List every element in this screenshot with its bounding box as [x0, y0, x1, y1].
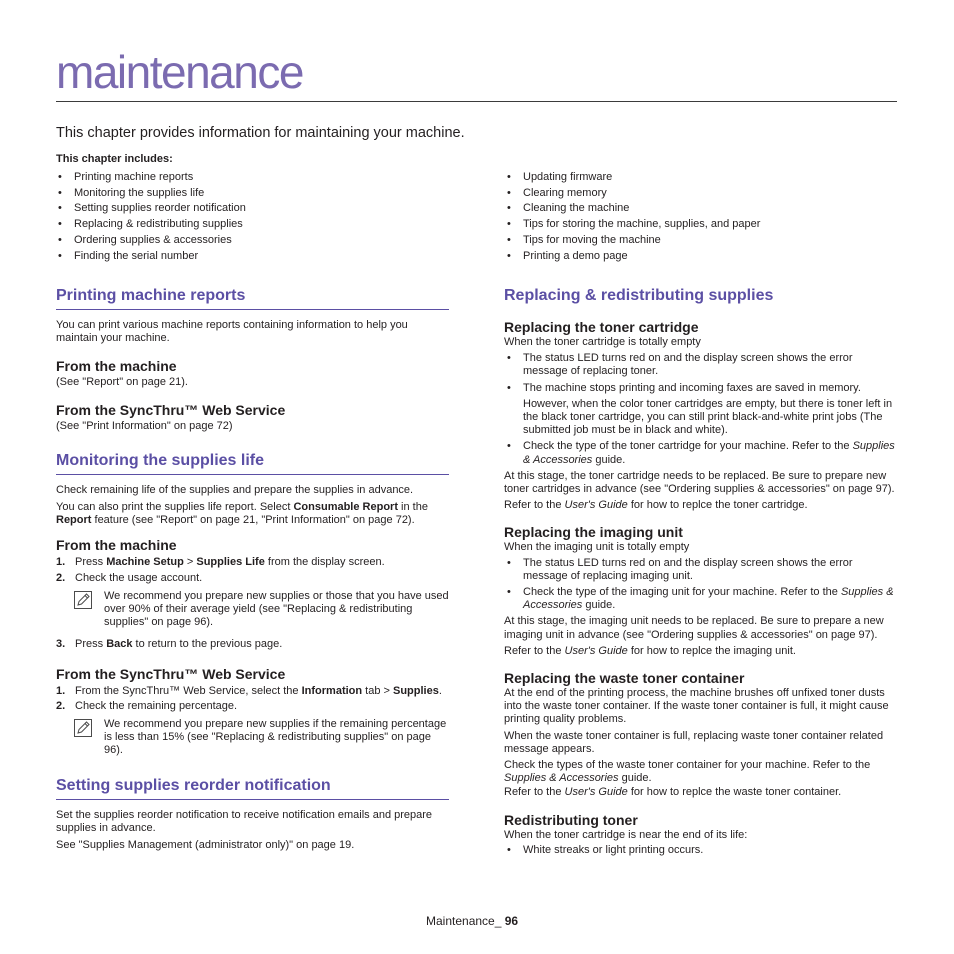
left-column — [56, 286, 449, 852]
toner-bullets — [504, 352, 897, 467]
redistribute-when: When the toner cartridge is near the end of its life: — [504, 828, 748, 841]
list-item: • White streaks or light printing occurs. — [504, 844, 897, 857]
imaging-p2: Refer to the User's Guide for how to replce the imaging unit. — [504, 644, 796, 657]
note-box — [56, 718, 449, 758]
list-item: • Check the type of the imaging unit for your machine. Refer to the Supplies & Accessories guide. — [504, 586, 897, 612]
section-heading-monitor: Monitoring the supplies life — [56, 451, 449, 475]
list-item: 2. Check the remaining percentage. — [56, 699, 238, 712]
imaging-p1: At this stage, the imaging unit needs to be replaced. Be sure to prepare a new imaging unit in advance (see "Ordering supplies & accessories" on page 97). — [504, 615, 884, 641]
list-item: 3. Press Back to return to the previous page. — [56, 638, 283, 651]
toner-p2: Refer to the User's Guide for how to replce the toner cartridge. — [504, 499, 808, 512]
monitor-web-steps — [56, 685, 449, 713]
note-box — [56, 590, 449, 630]
title-rule — [56, 101, 897, 102]
imaging-bullets — [504, 557, 897, 613]
monitor-body2: You can also print the supplies life report. Select Consumable Report in the Report feature (see "Report" on page 21, "Print Information" on page 72). — [56, 501, 428, 527]
toc-item[interactable]: • Tips for storing the machine, supplies, and paper — [505, 217, 760, 233]
monitor-steps-continued — [56, 638, 449, 651]
reports-web-heading: From the SyncThru™ Web Service — [56, 401, 286, 418]
list-item: • Check the type of the toner cartridge for your machine. Refer to the Supplies & Accessories guide. — [504, 440, 897, 466]
reports-web-ref: (See "Print Information" on page 72) — [56, 419, 233, 432]
monitor-machine-heading: From the machine — [56, 537, 177, 554]
waste-p2: When the waste toner container is full, replacing waste toner container related message appears. — [504, 729, 884, 755]
list-item: • The status LED turns red on and the display screen shows the error message of replacing toner. — [504, 352, 897, 378]
toc-item[interactable]: • Tips for moving the machine — [505, 233, 760, 249]
section-heading-reorder: Setting supplies reorder notification — [56, 776, 449, 800]
footer-page-number: 96 — [504, 914, 519, 928]
note-text: We recommend you prepare new supplies or those that you have used over 90% of their average yield (see "Replacing & redistributing supplies" on page 96). — [104, 589, 449, 629]
reports-body: You can print various machine reports containing information to help you maintain your machine. — [56, 319, 408, 345]
section-heading-replacing: Replacing & redistributing supplies — [504, 287, 774, 304]
imaging-heading: Replacing the imaging unit — [504, 524, 683, 541]
reports-machine-ref: (See "Report" on page 21). — [56, 376, 188, 389]
imaging-when: When the imaging unit is totally empty — [504, 541, 690, 554]
section-heading-reports: Printing machine reports — [56, 286, 449, 310]
note-pencil-icon — [74, 719, 92, 737]
toner-when: When the toner cartridge is totally empty — [504, 336, 701, 348]
monitor-body1: Check remaining life of the supplies and prepare the supplies in advance. — [56, 483, 414, 496]
includes-label: This chapter includes: — [56, 153, 173, 165]
toc-item[interactable]: • Clearing memory — [505, 186, 760, 202]
monitor-web-heading: From the SyncThru™ Web Service — [56, 665, 286, 682]
toc-item[interactable]: • Updating firmware — [505, 170, 760, 186]
toc-left — [56, 170, 246, 264]
reorder-body2: See "Supplies Management (administrator only)" on page 19. — [56, 839, 355, 852]
redistribute-bullets — [504, 844, 897, 857]
redistribute-heading: Redistributing toner — [504, 811, 638, 828]
waste-p1: At the end of the printing process, the machine brushes off unfixed toner dusts into the waste toner container. If the waste toner container is full, it might cause printing quality problems. — [504, 687, 889, 726]
reorder-body1: Set the supplies reorder notification to receive notification emails and prepare supplies in advance. — [56, 808, 433, 834]
monitor-steps — [56, 556, 449, 584]
toc-item[interactable]: • Printing machine reports — [56, 170, 246, 186]
toc-item[interactable]: • Setting supplies reorder notification — [56, 201, 246, 217]
list-item: 1. From the SyncThru™ Web Service, select the Information tab > Supplies. — [56, 684, 442, 697]
toner-heading: Replacing the toner cartridge — [504, 319, 699, 335]
list-item: • The machine stops printing and incoming faxes are saved in memory. However, when the color toner cartridges are empty, but there is toner left in the black toner cartridge, you can still print black-and-white print jobs (The submitted job must be in black and white). — [504, 382, 897, 438]
page-title: maintenance — [56, 46, 303, 98]
page-footer — [426, 914, 518, 928]
toc-item[interactable]: • Monitoring the supplies life — [56, 186, 246, 202]
toc-item[interactable]: • Finding the serial number — [56, 249, 246, 265]
list-item: • The status LED turns red on and the display screen shows the error message of replacing imaging unit. — [504, 557, 897, 583]
chapter-intro: This chapter provides information for maintaining your machine. — [56, 125, 465, 141]
toc-item[interactable]: • Replacing & redistributing supplies — [56, 217, 246, 233]
toc-item[interactable]: • Printing a demo page — [505, 249, 760, 265]
waste-p4: Refer to the User's Guide for how to replce the waste toner container. — [504, 786, 842, 799]
list-item: 1. Press Machine Setup > Supplies Life from the display screen. — [56, 556, 385, 569]
toc-item[interactable]: • Ordering supplies & accessories — [56, 233, 246, 249]
right-column — [504, 286, 897, 857]
waste-heading: Replacing the waste toner container — [504, 670, 745, 687]
toner-p1: At this stage, the toner cartridge needs to be replaced. Be sure to prepare new toner cartridges in advance (see "Ordering supplies & accessories" on page 97). — [504, 469, 895, 496]
reports-machine-heading: From the machine — [56, 358, 177, 375]
note-pencil-icon — [74, 591, 92, 609]
toc-item[interactable]: • Cleaning the machine — [505, 201, 760, 217]
list-item: 2. Check the usage account. — [56, 571, 203, 584]
toc-right — [505, 170, 760, 264]
waste-p3: Check the types of the waste toner container for your machine. Refer to the Supplies & Accessories guide. — [504, 759, 871, 785]
footer-label: Maintenance_ — [426, 914, 502, 928]
note-text: We recommend you prepare new supplies if the remaining percentage is less than 15% (see "Replacing & redistributing supplies" on page 96). — [104, 718, 447, 757]
